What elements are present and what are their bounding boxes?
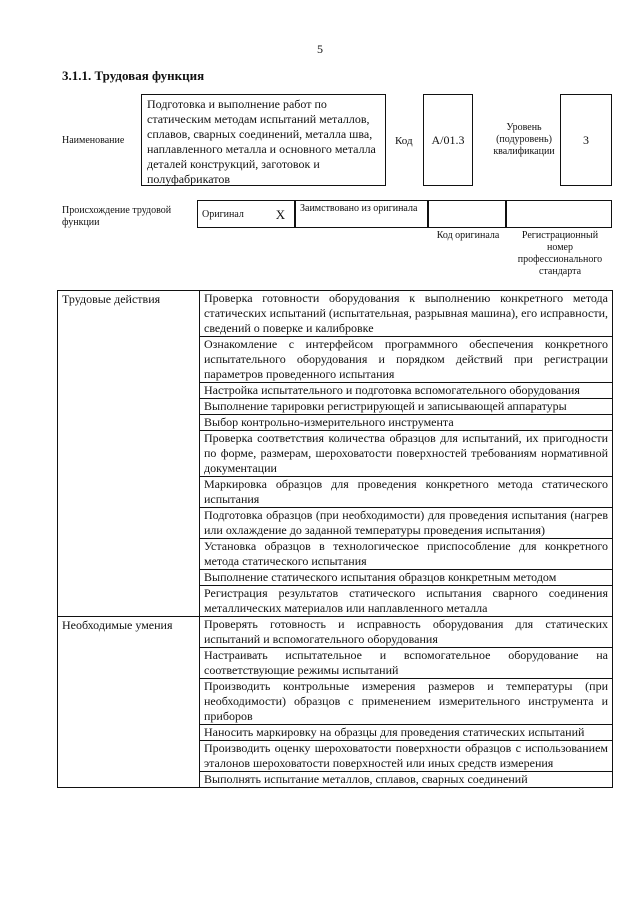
labor-action-row — [58, 291, 613, 337]
labor-action-item: Выполнение статического испытания образцов конкретным методом — [200, 570, 613, 586]
labor-action-label: Трудовые действия — [58, 291, 200, 617]
qualification-level-label: Уровень (подуровень) квалификации — [493, 122, 555, 157]
reg-number-caption: Регистрационный номер профессионального стандарта — [517, 230, 603, 277]
origin-row — [197, 200, 612, 228]
qualification-level-box: 3 — [560, 94, 612, 186]
original-mark: X — [267, 200, 295, 228]
function-table — [57, 290, 613, 788]
required-skill-item: Производить оценку шероховатости поверхности образцов с использованием эталонов шероховатости поверхностей или иных средств измерения — [200, 741, 613, 772]
code-original-cell — [428, 200, 506, 228]
required-skill-row — [58, 617, 613, 648]
section-title: 3.1.1. Трудовая функция — [62, 68, 205, 83]
labor-action-item: Настройка испытательного и подготовка вспомогательного оборудования — [200, 383, 613, 399]
original-cell: Оригинал — [197, 200, 267, 228]
name-label: Наименование — [62, 135, 125, 146]
page-number: 5 — [317, 42, 323, 56]
reg-number-cell — [506, 200, 612, 228]
labor-action-item: Регистрация результатов статического испытания сварного соединения металлических материалов или наплавленного металла — [200, 586, 613, 617]
labor-action-item: Ознакомление с интерфейсом программного обеспечения конкретного испытательного оборудования и порядком действий при регистрации параметров проведенного испытания — [200, 337, 613, 383]
origin-label: Происхождение трудовой функции — [62, 205, 172, 228]
labor-action-item: Проверка готовности оборудования к выполнению конкретного метода статических испытаний (испытательная, разрывная машина), его исправности, сведений о поверке и калибровке — [200, 291, 613, 337]
code-original-caption: Код оригинала — [436, 230, 500, 241]
function-name-box: Подготовка и выполнение работ по статическим методам испытаний металлов, сплавов, сварных соединений, металла шва, наплавленного металла и основного металла деталей конструкций, заготовок и полуфабрикатов — [141, 94, 386, 186]
labor-action-item: Установка образцов в технологическое приспособление для конкретного метода статического испытания — [200, 539, 613, 570]
labor-action-item: Выполнение тарировки регистрирующей и записывающей аппаратуры — [200, 399, 613, 415]
required-skill-item: Настраивать испытательное и вспомогательное оборудование на соответствующие режимы испытаний — [200, 648, 613, 679]
code-label: Код — [395, 135, 413, 147]
labor-action-item: Подготовка образцов (при необходимости) для проведения испытания (нагрев или охлаждение до заданной температуры проведения испытания) — [200, 508, 613, 539]
labor-action-item: Маркировка образцов для проведения конкретного метода статического испытания — [200, 477, 613, 508]
code-value-box: A/01.3 — [423, 94, 473, 186]
required-skill-item: Наносить маркировку на образцы для проведения статических испытаний — [200, 725, 613, 741]
required-skill-label: Необходимые умения — [58, 617, 200, 788]
required-skill-item: Выполнять испытание металлов, сплавов, сварных соединений — [200, 772, 613, 788]
borrowed-cell: Заимствовано из оригинала — [295, 200, 428, 228]
labor-action-item: Выбор контрольно-измерительного инструмента — [200, 415, 613, 431]
required-skill-item: Производить контрольные измерения размеров и температуры (при необходимости) образцов с применением измерительного инструмента и приборов — [200, 679, 613, 725]
labor-action-item: Проверка соответствия количества образцов для испытаний, их пригодности по форме, размерам, шероховатости поверхностей требованиям нормативной документации — [200, 431, 613, 477]
required-skill-item: Проверять готовность и исправность оборудования для статических испытаний и вспомогательного оборудования — [200, 617, 613, 648]
